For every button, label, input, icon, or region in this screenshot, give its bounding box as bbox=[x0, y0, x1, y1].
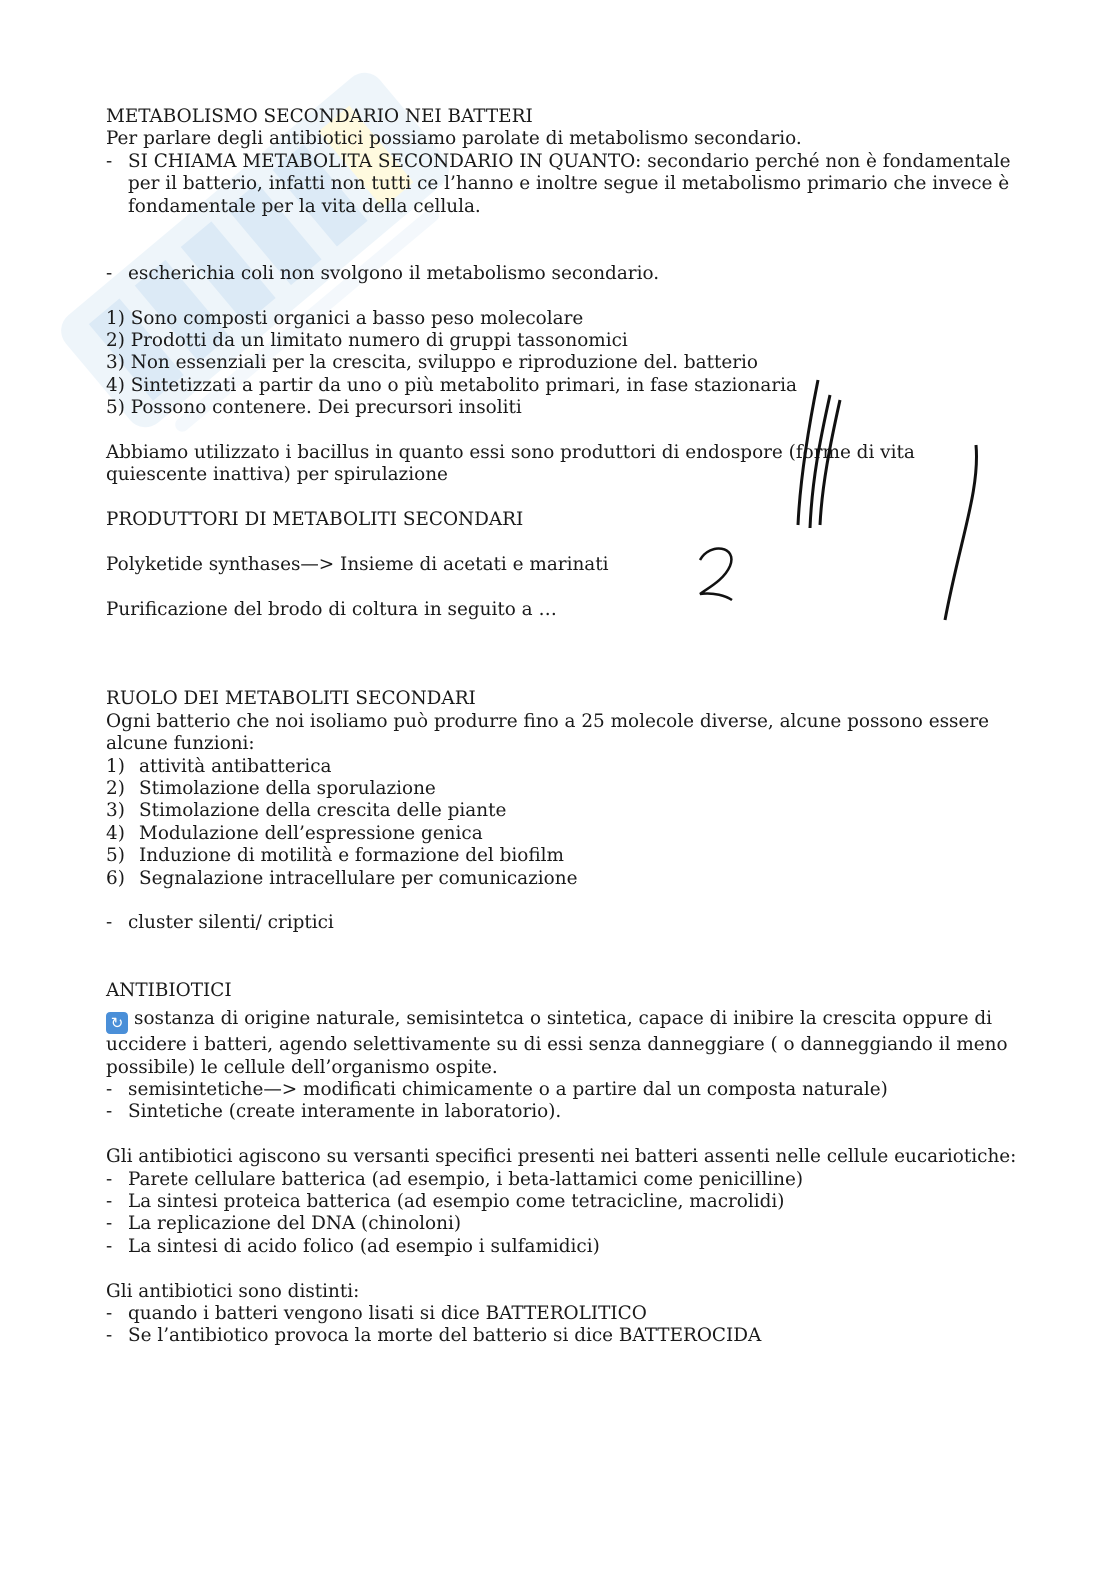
paragraph: Polyketide synthases—> Insieme di acetati e marinati bbox=[106, 554, 609, 576]
bullet-text: SI CHIAMA METABOLITA SECONDARIO IN QUANTO: secondario perché non è fondamentale per il batterio, infatti non tutti ce l’hanno e inoltre segue il metabolismo primario che invece è fondamentale per la vita della cellula. bbox=[128, 150, 1011, 217]
numbered-item: 2) Stimolazione della sporulazione bbox=[106, 778, 436, 800]
bullet-item bbox=[106, 263, 1011, 285]
bullet-item bbox=[106, 151, 1011, 218]
paragraph bbox=[106, 1008, 1011, 1079]
bullet-text: escherichia coli non svolgono il metabolismo secondario. bbox=[128, 262, 660, 284]
bullet-item: - Se l’antibiotico provoca la morte del batterio si dice BATTEROCIDA bbox=[106, 1325, 762, 1347]
list-item: 2) Prodotti da un limitato numero di gruppi tassonomici bbox=[106, 330, 628, 352]
section-title: METABOLISMO SECONDARIO NEI BATTERI bbox=[106, 106, 533, 127]
section-title: RUOLO DEI METABOLITI SECONDARI bbox=[106, 688, 476, 710]
bullet-dash: - bbox=[106, 912, 113, 934]
bullet-item: - Parete cellulare batterica (ad esempio, i beta-lattamici come penicilline) bbox=[106, 1168, 804, 1190]
document-body bbox=[106, 106, 1017, 1348]
bullet-item bbox=[106, 1101, 1011, 1123]
numbered-item: 3) Stimolazione della crescita delle piante bbox=[106, 800, 507, 822]
clockwise-arrow-icon: ↻ bbox=[106, 1012, 128, 1034]
paragraph: Ogni batterio che noi isoliamo può produrre fino a 25 molecole diverse, alcune possono essere alcune funzioni: bbox=[106, 710, 990, 755]
bullet-text: Sintetiche (create interamente in laboratorio). bbox=[128, 1101, 562, 1123]
bullet-item: - La sintesi di acido folico (ad esempio i sulfamidici) bbox=[106, 1235, 600, 1257]
paragraph: Gli antibiotici agiscono su versanti specifici presenti nei batteri assenti nelle cellule eucariotiche: bbox=[106, 1146, 1017, 1168]
list-item: 4) Sintetizzati a partir da uno o più metabolito primari, in fase stazionaria bbox=[106, 374, 797, 396]
paragraph: Per parlare degli antibiotici possiamo parolate di metabolismo secondario. bbox=[106, 128, 802, 150]
numbered-item: 6) Segnalazione intracellulare per comunicazione bbox=[106, 867, 578, 889]
bullet-text: semisintetiche—> modificati chimicamente o a partire dal un composta naturale) bbox=[128, 1078, 888, 1100]
bullet-item: - La replicazione del DNA (chinoloni) bbox=[106, 1213, 462, 1235]
bullet-dash: - bbox=[106, 1078, 113, 1100]
numbered-item: 5) Induzione di motilità e formazione del biofilm bbox=[106, 845, 564, 867]
list-item: 3) Non essenziali per la crescita, sviluppo e riproduzione del. batterio bbox=[106, 352, 758, 374]
definition-text: sostanza di origine naturale, semisintetca o sintetica, capace di inibire la crescita oppure di uccidere i batteri, agendo selettivamente su di essi senza danneggiare ( o danneggiando il meno possibile) le cellule dell’organismo ospite. bbox=[106, 1008, 1008, 1078]
bullet-item bbox=[106, 912, 1011, 934]
bullet-dash: - bbox=[106, 1101, 113, 1123]
section-title: PRODUTTORI DI METABOLITI SECONDARI bbox=[106, 509, 524, 531]
bullet-text: cluster silenti/ criptici bbox=[128, 912, 334, 934]
bullet-dash: - bbox=[106, 262, 113, 284]
section-title: ANTIBIOTICI bbox=[106, 979, 232, 1001]
numbered-item: 4) Modulazione dell’espressione genica bbox=[106, 822, 483, 844]
bullet-item: - La sintesi proteica batterica (ad esempio come tetracicline, macrolidi) bbox=[106, 1190, 785, 1212]
bullet-dash: - bbox=[106, 150, 113, 172]
bullet-item: - quando i batteri vengono lisati si dice BATTEROLITICO bbox=[106, 1302, 647, 1324]
list-item: 1) Sono composti organici a basso peso molecolare bbox=[106, 307, 584, 329]
paragraph: Abbiamo utilizzato i bacillus in quanto essi sono produttori di endospore (forme di vita quiescente inattiva) per spirulazione bbox=[106, 442, 915, 486]
bullet-item bbox=[106, 1079, 1011, 1101]
paragraph: Purificazione del brodo di coltura in seguito a … bbox=[106, 598, 557, 620]
numbered-item: 1) attività antibatterica bbox=[106, 755, 332, 777]
list-item: 5) Possono contenere. Dei precursori insoliti bbox=[106, 397, 522, 419]
paragraph: Gli antibiotici sono distinti: bbox=[106, 1280, 360, 1302]
